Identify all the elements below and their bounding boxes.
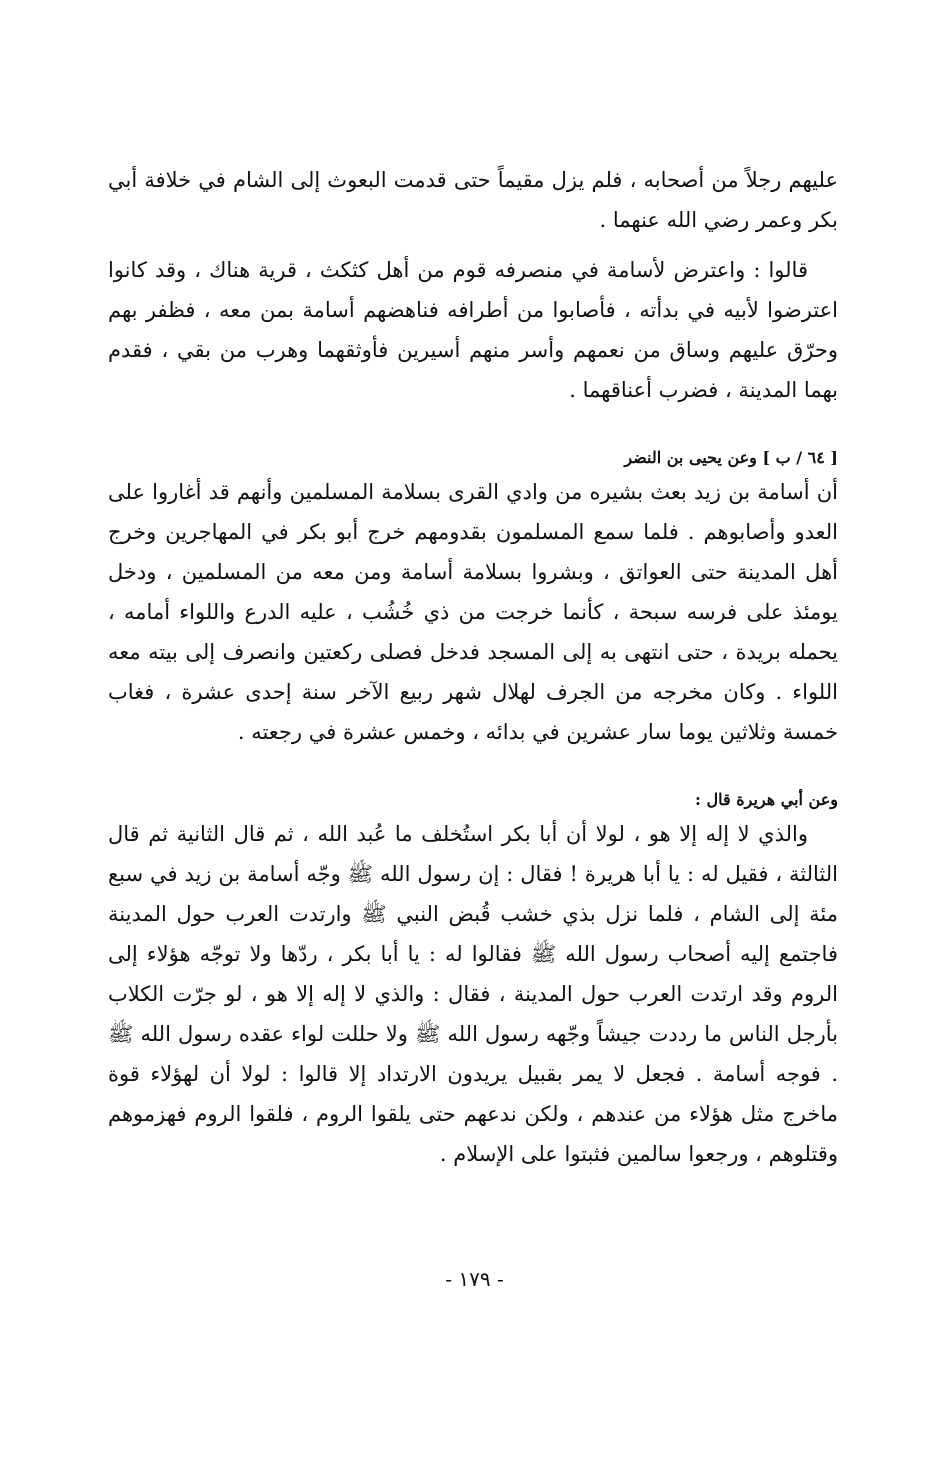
- paragraph-block-1: [108, 160, 838, 240]
- heading-block-2: [108, 788, 838, 812]
- paragraph-block-4: [108, 814, 838, 1174]
- paragraph-abu-hurayra-narration: والذي لا إله إلا هو ، لولا أن أبا بكر استُخلف ما عُبد الله ، ثم قال الثانية ثم قال الثالثة ، فقيل له : يا أبا هريرة ! فقال : إن رسول الله ﷺ وجّه أسامة بن زيد في سبع مئة إلى الشام ، فلما نزل بذي خشب قُبض النبي ﷺ وارتدت العرب حول المدينة فاجتمع إليه أصحاب رسول الله ﷺ فقالوا له : يا أبا بكر ، ردّها ولا توجّه هؤلاء إلى الروم وقد ارتدت العرب حول المدينة ، فقال : والذي لا إله إلا هو ، لو جرّت الكلاب بأرجل الناس ما رددت جيشاً وجّهه رسول الله ﷺ ولا حللت لواء عقده رسول الله ﷺ . فوجه أسامة . فجعل لا يمر بقبيل يريدون الارتداد إلا قالوا : لولا أن لهؤلاء قوة ماخرج مثل هؤلاء من عندهم ، ولكن ندعهم حتى يلقوا الروم ، فلقوا الروم فهزموهم وقتلوهم ، ورجعوا سالمين فثبتوا على الإسلام .: [108, 822, 838, 1166]
- page-number: - ١٧٩ -: [445, 1267, 504, 1291]
- paragraph-block-3: [108, 472, 838, 752]
- paragraph-continuation: عليهم رجلاً من أصحابه ، فلم يزل مقيماً حتى قدمت البعوث إلى الشام في خلافة أبي بكر وعمر رضي الله عنهما .: [108, 168, 838, 232]
- section-heading-yahya: [ ٦٤ / ب ] وعن يحيى بن النضر: [624, 448, 838, 467]
- paragraph-block-2: [108, 250, 838, 410]
- paragraph-kathkath: قالوا : واعترض لأسامة في منصرفه قوم من أهل كثكث ، قرية هناك ، وقد كانوا اعترضوا لأبيه في بدأته ، فأصابوا من أطرافه فناهضهم أسامة بمن معه ، فظفر بهم وحرّق عليهم وساق من نعمهم وأسر منهم أسيرين فأوثقهما وهرب من بقي ، فقدم بهما المدينة ، فضرب أعناقهما .: [108, 258, 838, 402]
- heading-block-1: [108, 446, 838, 470]
- paragraph-usama-return: أن أسامة بن زيد بعث بشيره من وادي القرى بسلامة المسلمين وأنهم قد أغاروا على العدو وأصابوهم . فلما سمع المسلمون بقدومهم خرج أبو بكر في المهاجرين وخرج أهل المدينة حتى العواتق ، وبشروا بسلامة أسامة ومن معه من المسلمين ، ودخل يومئذ على فرسه سبحة ، كأنما خرجت من ذي خُشُب ، عليه الدرع واللواء أمامه ، يحمله بريدة ، حتى انتهى به إلى المسجد فدخل فصلى ركعتين وانصرف إلى بيته معه اللواء . وكان مخرجه من الجرف لهلال شهر ربيع الآخر سنة إحدى عشرة ، فغاب خمسة وثلاثين يوما سار عشرين في بدائه ، وخمس عشرة في رجعته .: [108, 480, 838, 744]
- section-heading-abu-hurayra: وعن أبي هريرة قال :: [695, 790, 838, 809]
